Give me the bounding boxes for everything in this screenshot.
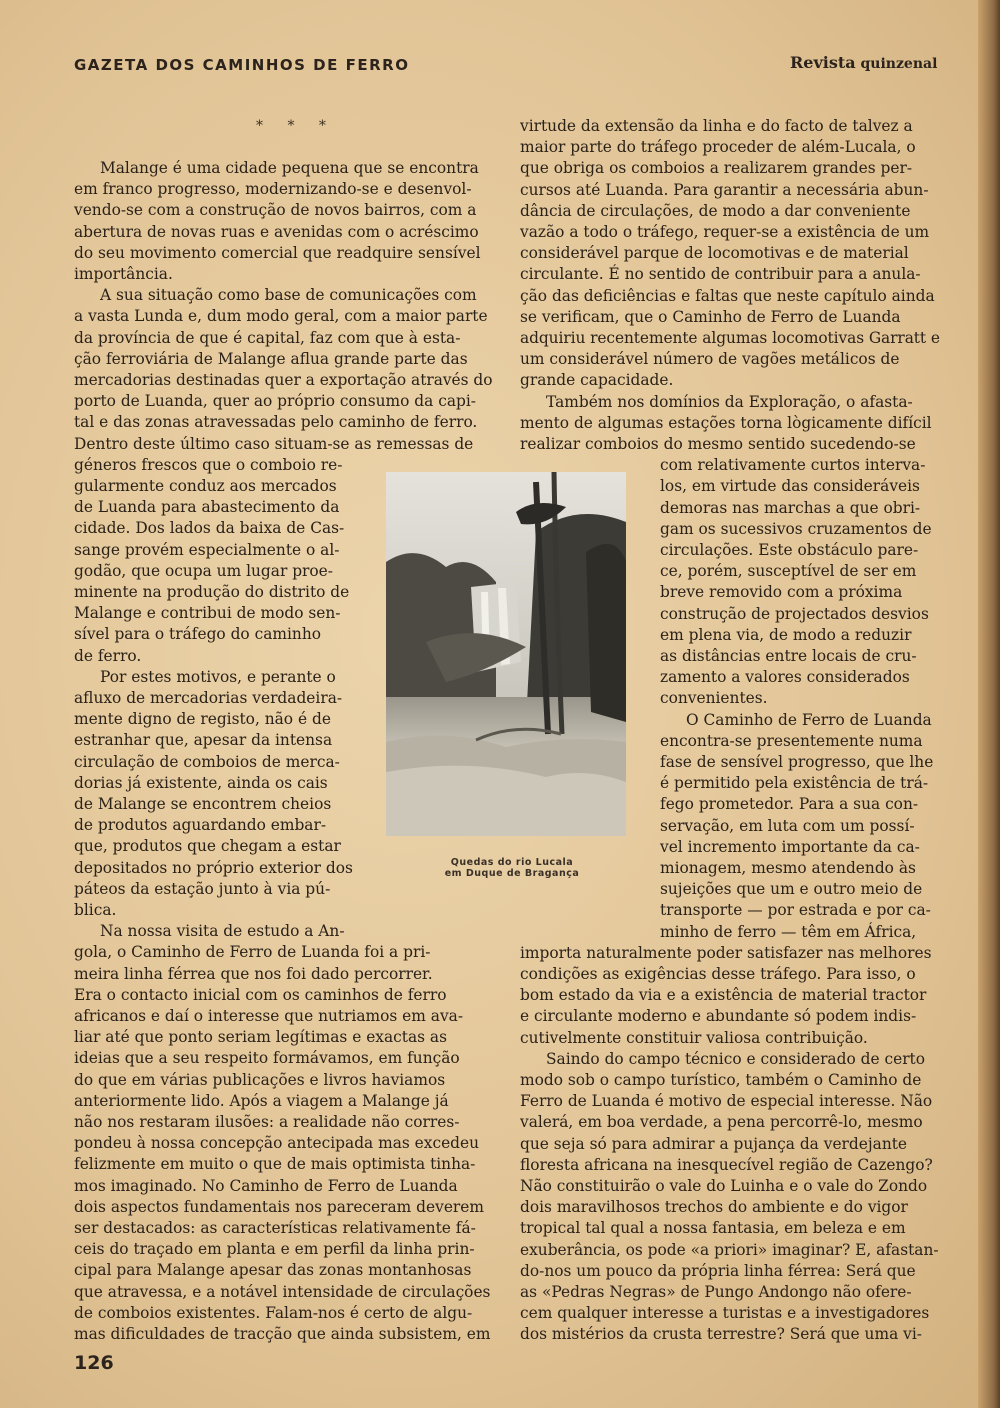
right-column-line: se verificam, que o Caminho de Ferro de Luanda bbox=[520, 307, 901, 326]
right-column-line: tropical tal qual a nossa fantasia, em beleza e em bbox=[520, 1219, 906, 1238]
right-column-line: breve removido com a próxima bbox=[660, 583, 903, 602]
left-column-line: ser destacados: as características relativamente fá- bbox=[74, 1219, 476, 1237]
page-number: 126 bbox=[74, 1352, 114, 1374]
right-column-line: mionagem, mesmo atendendo às bbox=[660, 859, 916, 877]
right-column-line: floresta africana na inesquecível região de Cazengo? bbox=[520, 1155, 933, 1174]
photo-caption-line-2: em Duque de Bragança bbox=[444, 868, 580, 879]
subtitle-revista: Revista bbox=[790, 53, 856, 72]
right-column-line: transporte — por estrada e por ca- bbox=[660, 901, 931, 920]
left-column-line: anteriormente lido. Após a viagem a Malange já bbox=[74, 1091, 449, 1110]
left-column-line: mercadorias destinadas quer a exportação através do bbox=[74, 371, 493, 389]
left-column-line: Por estes motivos, e perante o bbox=[100, 667, 336, 686]
right-column-line: gam os sucessivos cruzamentos de bbox=[660, 519, 932, 538]
left-column-line: ção ferroviária de Malange aflua grande parte das bbox=[74, 349, 468, 368]
left-column-line: Na nossa visita de estudo a An- bbox=[100, 922, 345, 941]
right-column-line: que obriga os comboios a realizarem grandes per- bbox=[520, 159, 913, 178]
right-column-line: do-nos um pouco da própria linha férrea: Será que bbox=[520, 1261, 916, 1280]
left-column-line: em franco progresso, modernizando-se e desenvol- bbox=[74, 180, 472, 199]
left-column-line: porto de Luanda, quer ao próprio consumo da capi- bbox=[74, 392, 476, 411]
right-column-line: as «Pedras Negras» de Pungo Andongo não ofere- bbox=[520, 1283, 912, 1301]
journal-subtitle bbox=[790, 53, 937, 72]
right-column-line: ce, porém, susceptível de ser em bbox=[660, 562, 917, 581]
left-column-line: godão, que ocupa um lugar proe- bbox=[74, 561, 333, 580]
right-column-line: zamento a valores considerados bbox=[660, 668, 910, 687]
left-column-line: páteos da estação junto à via pú- bbox=[74, 879, 331, 898]
left-column-line: pondeu à nossa concepção antecipada mas excedeu bbox=[74, 1134, 480, 1153]
waterfall-photo bbox=[386, 472, 626, 836]
left-column-line: gola, o Caminho de Ferro de Luanda foi a pri- bbox=[74, 943, 431, 962]
left-column-line: que, produtos que chegam a estar bbox=[74, 837, 341, 856]
page-edge bbox=[978, 0, 1000, 1408]
left-column-line: géneros frescos que o comboio re- bbox=[74, 455, 343, 474]
left-column-line: de Luanda para abastecimento da bbox=[74, 498, 340, 517]
subtitle-quinzenal: quinzenal bbox=[855, 56, 938, 72]
right-column-line: importa naturalmente poder satisfazer nas melhores bbox=[520, 943, 932, 962]
left-column-line: da província de que é capital, faz com que à esta- bbox=[74, 328, 461, 347]
left-column-line: Malange é uma cidade pequena que se encontra bbox=[100, 159, 479, 177]
left-column-line: afluxo de mercadorias verdadeira- bbox=[74, 689, 343, 707]
right-column-line: é permitido pela existência de trá- bbox=[660, 774, 929, 793]
left-column-line: minente na produção do distrito de bbox=[74, 583, 350, 601]
right-column-line: vazão a todo o tráfego, requer-se a existência de um bbox=[520, 223, 930, 241]
right-column-line: vel incremento importante da ca- bbox=[660, 837, 920, 856]
right-column-line: com relativamente curtos interva- bbox=[660, 456, 926, 475]
left-column-line: dorias já existente, ainda os cais bbox=[74, 773, 328, 792]
left-column-line: de Malange se encontrem cheios bbox=[74, 795, 332, 813]
photo-caption-line-1: Quedas do rio Lucala bbox=[450, 857, 574, 868]
right-column-line: fase de sensível progresso, que lhe bbox=[660, 753, 934, 771]
left-column-line: de comboios existentes. Falam-nos é certo de algu- bbox=[74, 1303, 473, 1322]
right-column-line: cursos até Luanda. Para garantir a necessária abun- bbox=[520, 180, 929, 199]
section-separator: * * * bbox=[256, 118, 336, 134]
right-column-line: realizar comboios do mesmo sentido sucedendo-se bbox=[520, 435, 916, 453]
right-column-line: mento de algumas estações torna lògicamente difícil bbox=[520, 413, 932, 432]
right-column-line: Saindo do campo técnico e considerado de certo bbox=[546, 1049, 926, 1068]
left-column-line: que atravessa, e a notável intensidade de circulações bbox=[74, 1282, 491, 1301]
right-column-line: cutivelmente constituir valiosa contribuição. bbox=[520, 1028, 868, 1047]
right-column-line: um considerável número de vagões metálicos de bbox=[520, 350, 900, 369]
right-column-line: em plena via, de modo a reduzir bbox=[660, 625, 912, 644]
right-column-line: circulações. Este obstáculo pare- bbox=[660, 541, 919, 559]
right-column-line: Não constituirão o vale do Luinha e o vale do Zondo bbox=[520, 1177, 928, 1195]
right-column-line: dos mistérios da crusta terrestre? Será que uma vi- bbox=[520, 1325, 922, 1344]
left-column-line: blica. bbox=[74, 901, 117, 919]
right-column-line: circulante. É no sentido de contribuir para a anula- bbox=[520, 265, 921, 284]
right-column-line: cem qualquer interesse a turistas e a investigadores bbox=[520, 1304, 930, 1323]
right-column-line: modo sob o campo turístico, também o Caminho de bbox=[520, 1071, 922, 1089]
left-column-line: do que em várias publicações e livros haviamos bbox=[74, 1070, 446, 1089]
right-column-line: minho de ferro — têm em África, bbox=[660, 922, 917, 941]
right-column-line: ção das deficiências e faltas que neste capítulo ainda bbox=[520, 286, 935, 305]
right-column-line: virtude da extensão da linha e do facto de talvez a bbox=[520, 117, 913, 135]
left-column-line: tal e das zonas atravessadas pelo caminho de ferro. bbox=[74, 413, 478, 432]
right-column-line: maior parte do tráfego proceder de além-Lucala, o bbox=[520, 138, 916, 157]
right-column-line: construção de projectados desvios bbox=[660, 604, 929, 623]
left-column-line: sível para o tráfego do caminho bbox=[74, 625, 321, 644]
right-column-line: considerável parque de locomotivas e de material bbox=[520, 244, 909, 263]
left-column-line: abertura de novas ruas e avenidas com o acréscimo bbox=[74, 222, 479, 241]
right-column-line: que seja só para admirar a pujança da verdejante bbox=[520, 1134, 908, 1153]
left-column-line: cidade. Dos lados da baixa de Cas- bbox=[74, 519, 345, 538]
right-column-line: dância de circulações, de modo a dar conveniente bbox=[520, 201, 911, 220]
right-column-line: Ferro de Luanda é motivo de especial interesse. Não bbox=[520, 1092, 933, 1111]
left-column-line: estranhar que, apesar da intensa bbox=[74, 731, 333, 750]
left-column-line: gularmente conduz aos mercados bbox=[74, 477, 337, 495]
right-column-line: Também nos domínios da Exploração, o afasta- bbox=[546, 392, 913, 411]
left-column-line: ideias que a seu respeito formávamos, em função bbox=[74, 1049, 460, 1068]
journal-title: GAZETA DOS CAMINHOS DE FERRO bbox=[74, 56, 410, 74]
left-column-line: mas dificuldades de tracção que ainda subsistem, em bbox=[74, 1325, 491, 1343]
right-column-line: encontra-se presentemente numa bbox=[660, 731, 923, 750]
left-column-line: felizmente em muito o que de mais optimista tinha- bbox=[74, 1155, 476, 1174]
right-column-line: los, em virtude das consideráveis bbox=[660, 477, 920, 496]
right-column-line: grande capacidade. bbox=[520, 371, 674, 390]
right-column-line: e circulante moderno e abundante só podem indis- bbox=[520, 1007, 917, 1026]
right-column-line: bom estado da via e a existência de material tractor bbox=[520, 986, 927, 1005]
left-column-line: africanos e daí o interesse que nutriamos em ava- bbox=[74, 1007, 464, 1025]
left-column-line: importância. bbox=[74, 265, 173, 283]
left-column-line: dois aspectos fundamentais nos pareceram deverem bbox=[74, 1197, 484, 1216]
right-column-line: fego prometedor. Para a sua con- bbox=[660, 795, 919, 814]
left-column-line: Era o contacto inicial com os caminhos de ferro bbox=[74, 985, 447, 1004]
left-column-line: meira linha férrea que nos foi dado percorrer. bbox=[74, 964, 433, 983]
left-column-line: depositados no próprio exterior dos bbox=[74, 858, 353, 877]
left-column-line: vendo-se com a construção de novos bairros, com a bbox=[74, 201, 477, 220]
left-column-line: mos imaginado. No Caminho de Ferro de Luanda bbox=[74, 1176, 458, 1195]
left-column-line: Dentro deste último caso situam-se as remessas de bbox=[74, 434, 474, 453]
right-column-line: servação, em luta com um possí- bbox=[660, 816, 915, 835]
left-column-line: de produtos aguardando embar- bbox=[74, 816, 327, 835]
right-column-line: O Caminho de Ferro de Luanda bbox=[686, 710, 932, 729]
left-column-line: A sua situação como base de comunicações com bbox=[100, 286, 477, 305]
right-column-line: sujeições que um e outro meio de bbox=[660, 880, 923, 899]
right-column-line: convenientes. bbox=[660, 689, 768, 708]
left-column-line: liar até que ponto seriam legítimas e exactas as bbox=[74, 1028, 447, 1047]
left-column-line: cipal para Malange apesar das zonas montanhosas bbox=[74, 1261, 472, 1280]
right-column-line: dois maravilhosos trechos do ambiente e do vigor bbox=[520, 1198, 908, 1217]
left-column-line: mente digno de registo, não é de bbox=[74, 710, 331, 729]
left-column-line: a vasta Lunda e, dum modo geral, com a maior parte bbox=[74, 307, 488, 326]
left-column-line: sange provém especialmente o al- bbox=[74, 540, 340, 559]
left-column-line: do seu movimento comercial que readquire sensível bbox=[74, 243, 481, 262]
right-column-line: adquiriu recentemente algumas locomotivas Garratt e bbox=[520, 329, 940, 347]
left-column-line: de ferro. bbox=[74, 646, 142, 665]
left-column-line: ceis do traçado em planta e em perfil da linha prin- bbox=[74, 1240, 475, 1259]
right-column-line: condições as exigências desse tráfego. Para isso, o bbox=[520, 965, 916, 983]
right-column-line: valerá, em boa verdade, a pena percorrê-lo, mesmo bbox=[520, 1113, 923, 1132]
left-column-line: não nos restaram ilusões: a realidade não corres- bbox=[74, 1113, 460, 1131]
right-column-line: as distâncias entre locais de cru- bbox=[660, 647, 917, 665]
right-column-line: exuberância, os pode «a priori» imaginar? E, afastan- bbox=[520, 1240, 939, 1259]
left-column-line: Malange e contribui de modo sen- bbox=[74, 604, 341, 623]
right-column-line: demoras nas marchas a que obri- bbox=[660, 498, 921, 517]
left-column-line: circulação de comboios de merca- bbox=[74, 752, 340, 771]
